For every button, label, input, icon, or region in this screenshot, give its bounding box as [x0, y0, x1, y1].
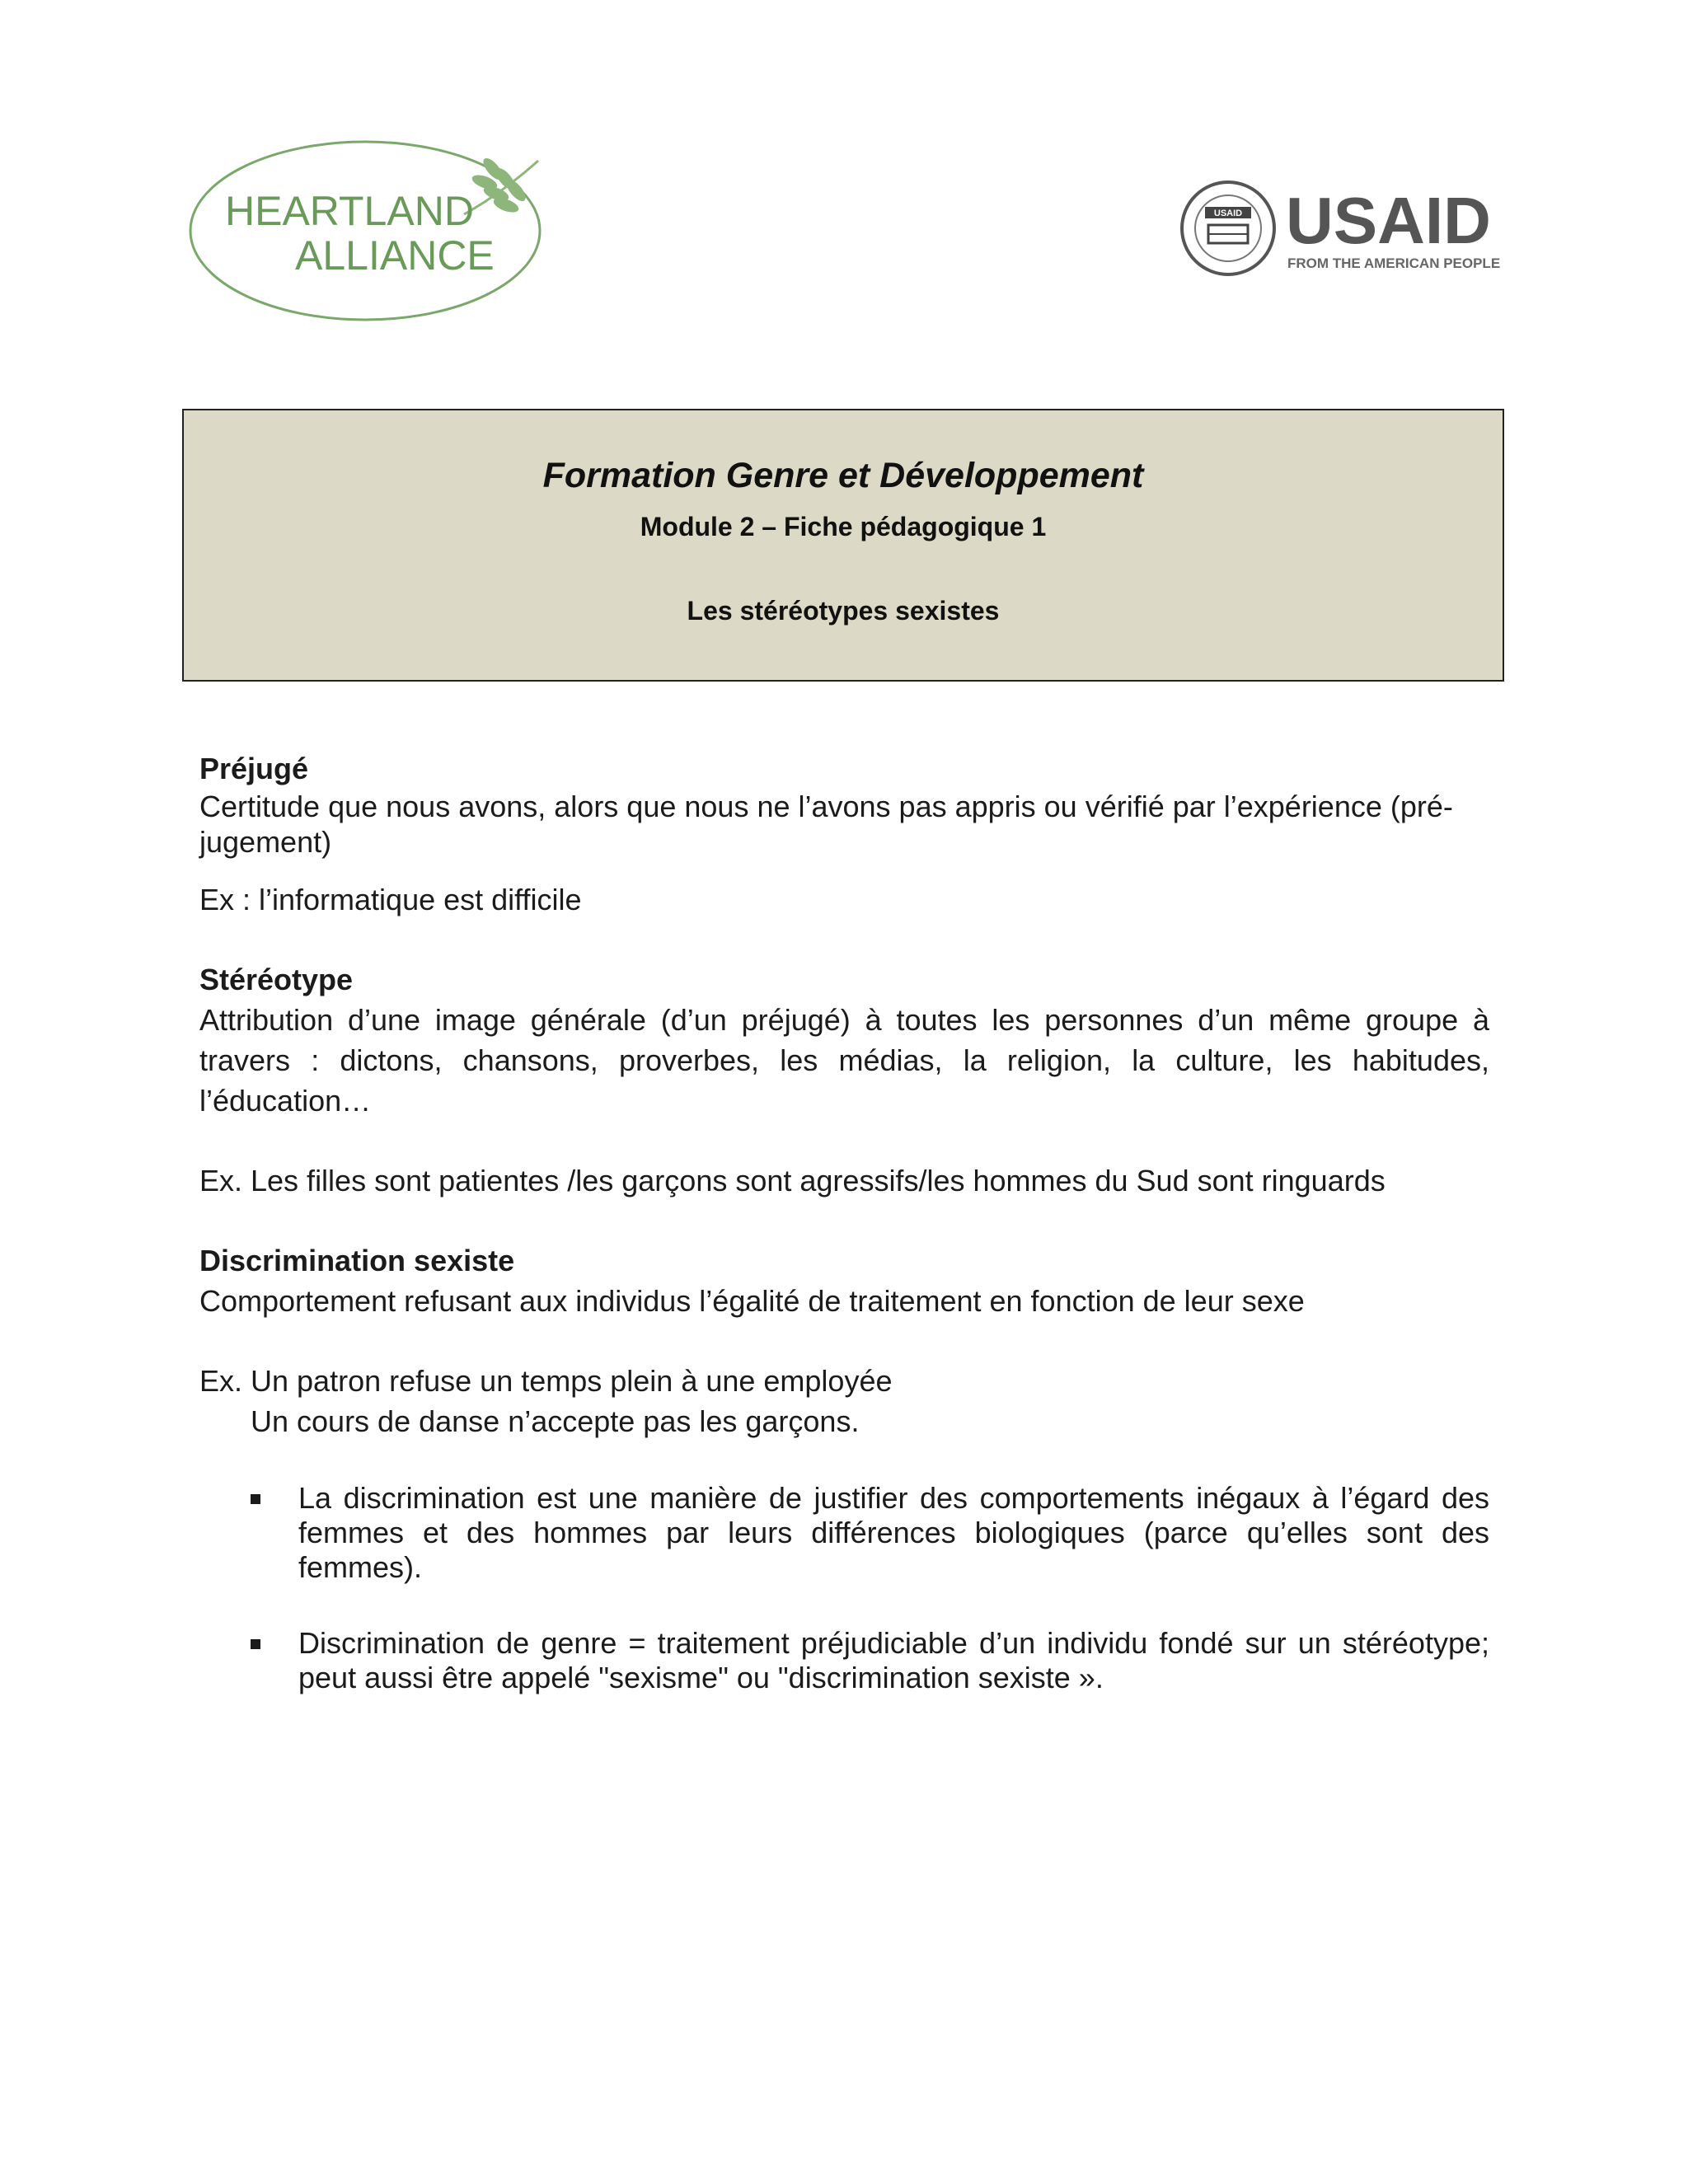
discrimination-bullet-list [199, 1481, 1489, 1695]
example-discrimination-1: Ex. Un patron refuse un temps plein à une employée [199, 1364, 893, 1398]
document-topic: Les stéréotypes sexistes [687, 596, 1000, 626]
heading-discrimination: Discrimination sexiste [199, 1244, 515, 1277]
bullet-text: La discrimination est une manière de justifier des comportements inégaux à l’égard des femmes et des hommes par leurs différences biologiques (parce qu’elles sont des femmes). [298, 1481, 1489, 1584]
heartland-line2: ALLIANCE [295, 232, 495, 279]
square-bullet-icon [251, 1639, 260, 1649]
title-box [182, 409, 1504, 682]
wheat-icon [464, 155, 538, 215]
example-prejuge: Ex : l’informatique est difficile [199, 883, 582, 916]
document-body [199, 748, 1489, 1695]
document-title: Formation Genre et Développement [542, 456, 1144, 495]
definition-prejuge: Certitude que nous avons, alors que nous ne l’avons pas appris ou vérifié par l’expérience (pré-jugement) [199, 790, 1453, 859]
document-subtitle: Module 2 – Fiche pédagogique 1 [640, 512, 1047, 541]
heading-stereotype: Stéréotype [199, 963, 354, 996]
definition-discrimination: Comportement refusant aux individus l’égalité de traitement en fonction de leur sexe [199, 1284, 1305, 1318]
bullet-text: Discrimination de genre = traitement préjudiciable d’un individu fondé sur un stéréotype; peut aussi être appelé "sexisme" ou "discrimination sexiste ». [298, 1626, 1489, 1694]
heartland-line1: HEARTLAND [225, 188, 474, 234]
usaid-tagline: FROM THE AMERICAN PEOPLE [1287, 255, 1501, 271]
definition-stereotype: Attribution d’une image générale (d’un préjugé) à toutes les personnes d’un même groupe à travers : dictons, chansons, proverbes, les médias, la religion, la culture, les habitudes, l’éducation… [199, 1003, 1489, 1118]
list-item [199, 1626, 1489, 1695]
list-item [199, 1481, 1489, 1585]
example-stereotype: Ex. Les filles sont patientes /les garçons sont agressifs/les hommes du Sud sont ringuards [199, 1164, 1386, 1197]
usaid-wordmark: USAID [1286, 184, 1491, 257]
example-discrimination-2: Un cours de danse n’accepte pas les garçons. [251, 1404, 860, 1438]
heartland-alliance-logo [188, 128, 559, 326]
heading-prejuge: Préjugé [199, 752, 309, 785]
usaid-seal-label: USAID [1213, 209, 1243, 218]
usaid-logo [1180, 177, 1502, 280]
usaid-seal-icon [1182, 182, 1274, 274]
square-bullet-icon [251, 1494, 260, 1504]
